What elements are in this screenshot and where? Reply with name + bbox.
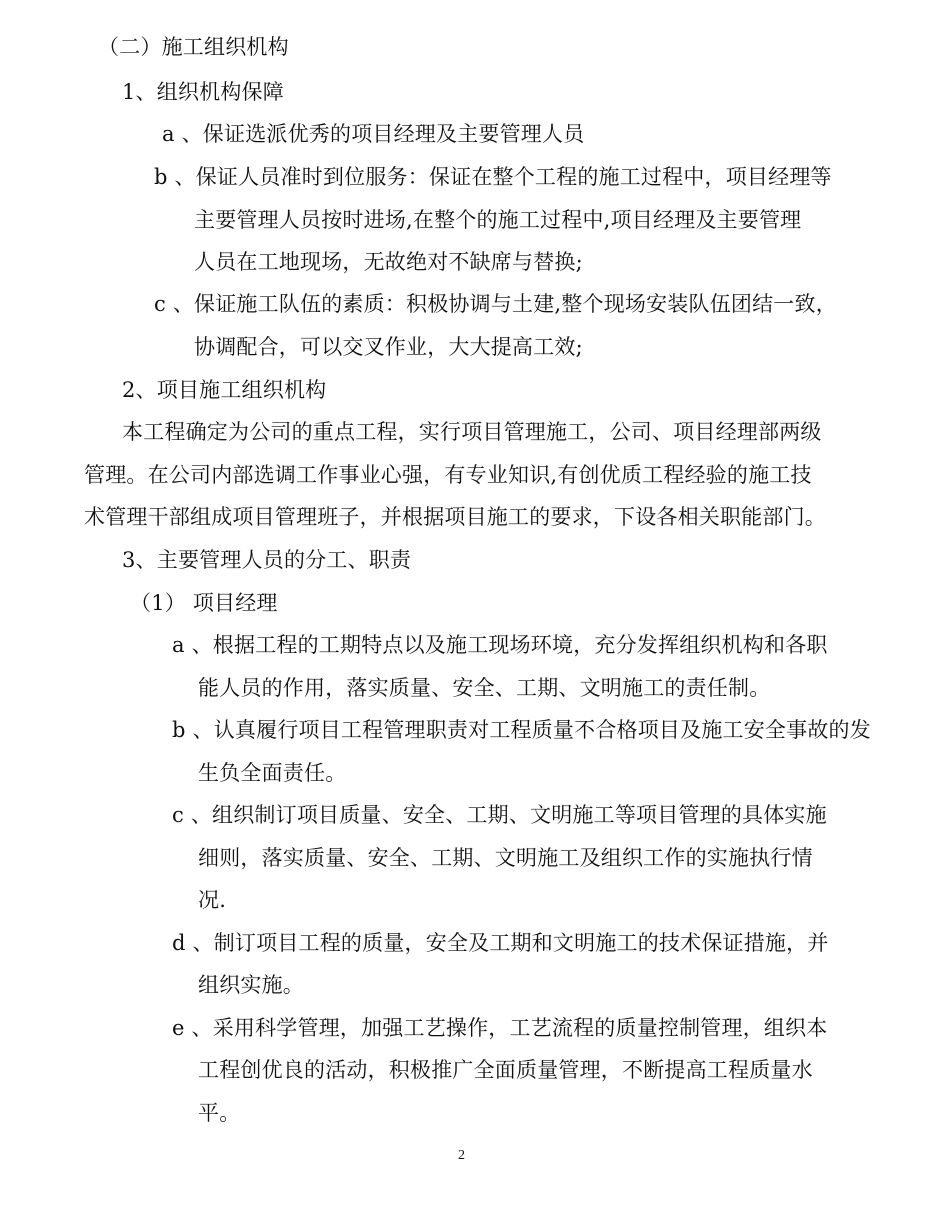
section-title: （二）施工组织机构 (98, 35, 289, 59)
duty-e-line-3: 平。 (198, 1101, 241, 1125)
list-item-b-line-1: b 、保证人员准时到位服务：保证在整个工程的施工过程中，项目经理等 (154, 165, 832, 189)
duty-c-line-3: 况. (198, 888, 227, 912)
list-item-c-line-2: 协调配合，可以交叉作业，大大提高工效; (194, 335, 583, 359)
paragraph-line-2: 管理。在公司内部选调工作事业心强，有专业知识,有创优质工程经验的施工技 (84, 463, 812, 487)
duty-c-line-2: 细则，落实质量、安全、工期、文明施工及组织工作的实施执行情 (198, 846, 813, 870)
list-item-a-line-1: a 、保证选派优秀的项目经理及主要管理人员 (162, 122, 585, 146)
duty-d-line-1: d 、制订项目工程的质量，安全及工期和文明施工的技术保证措施，并 (172, 931, 829, 955)
list-item-b-line-3: 人员在工地现场，无故绝对不缺席与替换; (194, 250, 583, 274)
sub-heading-project-manager: （1） 项目经理 (130, 591, 278, 615)
paragraph-line-1: 本工程确定为公司的重点工程，实行项目管理施工，公司、项目经理部两级 (122, 420, 822, 444)
duty-b-line-1: b 、认真履行项目工程管理职责对工程质量不合格项目及施工安全事故的发 (172, 718, 871, 742)
subsection-heading-2: 2、项目施工组织机构 (122, 378, 327, 402)
page-number: 2 (458, 1148, 465, 1163)
subsection-heading-1: 1、组织机构保障 (122, 80, 284, 104)
duty-a-line-2: 能人员的作用，落实质量、安全、工期、文明施工的责任制。 (198, 676, 771, 700)
subsection-heading-3: 3、主要管理人员的分工、职责 (122, 548, 412, 572)
list-item-b-line-2: 主要管理人员按时进场,在整个的施工过程中,项目经理及主要管理 (194, 208, 802, 232)
duty-d-line-2: 组织实施。 (198, 973, 304, 997)
paragraph-line-3: 术管理干部组成项目管理班子，并根据项目施工的要求，下设各相关职能部门。 (84, 505, 826, 529)
duty-a-line-1: a 、根据工程的工期特点以及施工现场环境，充分发挥组织机构和各职 (172, 633, 828, 657)
duty-c-line-1: c 、组织制订项目质量、安全、工期、文明施工等项目管理的具体实施 (172, 803, 827, 827)
duty-e-line-2: 工程创优良的活动，积极推广全面质量管理，不断提高工程质量水 (198, 1058, 813, 1082)
list-item-c-line-1: c 、保证施工队伍的素质：积极协调与土建,整个现场安装队伍团结一致， (154, 292, 837, 316)
duty-b-line-2: 生负全面责任。 (198, 761, 347, 785)
duty-e-line-1: e 、采用科学管理，加强工艺操作，工艺流程的质量控制管理，组织本 (172, 1016, 828, 1040)
